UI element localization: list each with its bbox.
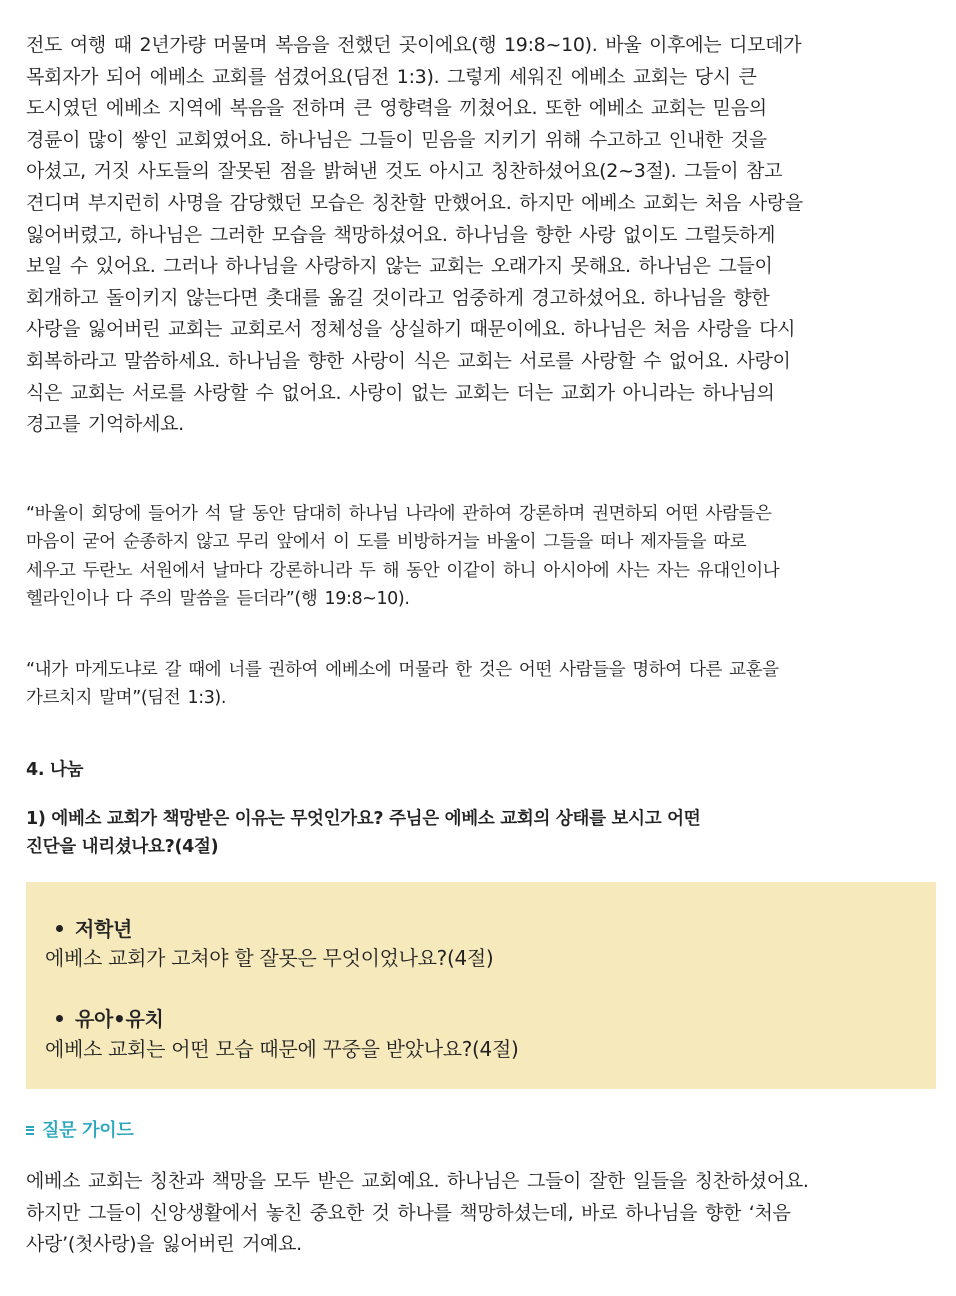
quote-line: “내가 마게도냐로 갈 때에 너를 권하여 에베소에 머물라 한 것은 어떤 사람들을 명하여 다른 교훈을 (26, 660, 779, 680)
quote-line: 헬라인이나 다 주의 말씀을 듣더라”(행 19:8~10). (26, 589, 410, 610)
bullet-icon (56, 925, 63, 932)
intro-line: 식은 교회는 서로를 사랑할 수 없어요. 사랑이 없는 교회는 더는 교회가 아니라는 하나님의 (26, 381, 775, 404)
age-group-question: 에베소 교회는 어떤 모습 때문에 꾸중을 받았나요?(4절) (45, 1037, 519, 1061)
age-group-label: 저학년 (75, 917, 133, 941)
guide-line: 에베소 교회는 칭찬과 책망을 모두 받은 교회예요. 하나님은 그들이 잘한 일들을 칭찬하셨어요. (26, 1170, 809, 1192)
section-title: 4. 나눔 (26, 760, 84, 780)
intro-line: 견디며 부지런히 사명을 감당했던 모습은 칭찬할 만했어요. 하지만 에베소 교회는 처음 사랑을 (26, 191, 803, 214)
question-heading (26, 806, 906, 861)
intro-line: 보일 수 있어요. 그러나 하나님을 사랑하지 않는 교회는 오래가지 못해요. 하나님은 그들이 (26, 255, 773, 278)
age-group-title (56, 1003, 164, 1032)
age-group-title (56, 913, 132, 942)
age-group-question: 에베소 교회가 고쳐야 할 잘못은 무엇이었나요?(4절) (45, 946, 494, 970)
intro-line: 전도 여행 때 2년가량 머물며 복음을 전했던 곳이에요(행 19:8~10). 바울 이후에는 디모데가 (26, 34, 802, 56)
intro-paragraph (26, 30, 936, 441)
question-line: 진단을 내리셨나요?(4절) (26, 836, 219, 857)
quote-line: 마음이 굳어 순종하지 않고 무리 앞에서 이 도를 비방하거늘 바울이 그들을 떠나 제자들을 따로 (26, 532, 747, 553)
intro-line: 회복하라고 말씀하세요. 하나님을 향한 사랑이 식은 교회는 서로를 사랑할 수 없어요. 사랑이 (26, 349, 791, 372)
guide-line: 하지만 그들이 신앙생활에서 놓친 중요한 것 하나를 책망하셨는데, 바로 하나님을 향한 ‘처음 (26, 1201, 791, 1224)
guide-paragraph (26, 1166, 936, 1261)
quote-line: 세우고 두란노 서원에서 날마다 강론하니라 두 해 동안 이같이 하니 아시아에 사는 자는 유대인이나 (26, 560, 780, 581)
intro-line: 목회자가 되어 에베소 교회를 섬겼어요(딤전 1:3). 그렇게 세워진 에베소 교회는 당시 큰 (26, 65, 757, 88)
quote-line: 가르치지 말며”(딤전 1:3). (26, 688, 227, 709)
scripture-quote-acts (26, 500, 936, 614)
intro-line: 사랑을 잃어버린 교회는 교회로서 정체성을 상실하기 때문이에요. 하나님은 처음 사랑을 다시 (26, 318, 796, 341)
bullet-icon (56, 1015, 63, 1022)
quote-line: “바울이 회당에 들어가 석 달 동안 담대히 하나님 나라에 관하여 강론하며 권면하되 어떤 사람들은 (26, 504, 772, 524)
intro-line: 경륜이 많이 쌓인 교회였어요. 하나님은 그들이 믿음을 지키기 위해 수고하고 인내한 것을 (26, 128, 767, 151)
intro-line: 아셨고, 거짓 사도들의 잘못된 점을 밝혀낸 것도 아시고 칭찬하셨어요(2~3절). 그들이 참고 (26, 160, 783, 183)
guide-line: 사랑’(첫사랑)을 잃어버린 거예요. (26, 1233, 302, 1256)
intro-line: 도시였던 에베소 지역에 복음을 전하며 큰 영향력을 끼쳤어요. 또한 에베소 교회는 믿음의 (26, 97, 767, 120)
intro-line: 잃어버렸고, 하나님은 그러한 모습을 책망하셨어요. 하나님을 향한 사랑 없이도 그럴듯하게 (26, 223, 776, 246)
question-guide-label: 질문 가이드 (42, 1120, 134, 1141)
intro-line: 회개하고 돌이키지 않는다면 촛대를 옮길 것이라고 엄중하게 경고하셨어요. 하나님을 향한 (26, 286, 770, 309)
scripture-quote-timothy (26, 656, 936, 713)
list-icon (26, 1126, 34, 1135)
question-line: 1) 에베소 교회가 책망받은 이유는 무엇인가요? 주님은 에베소 교회의 상태를 보시고 어떤 (26, 809, 701, 829)
age-group-questions-box (26, 882, 936, 1089)
age-group-label: 유아•유치 (75, 1007, 164, 1031)
question-guide-heading (26, 1116, 133, 1142)
intro-line: 경고를 기억하세요. (26, 413, 184, 436)
